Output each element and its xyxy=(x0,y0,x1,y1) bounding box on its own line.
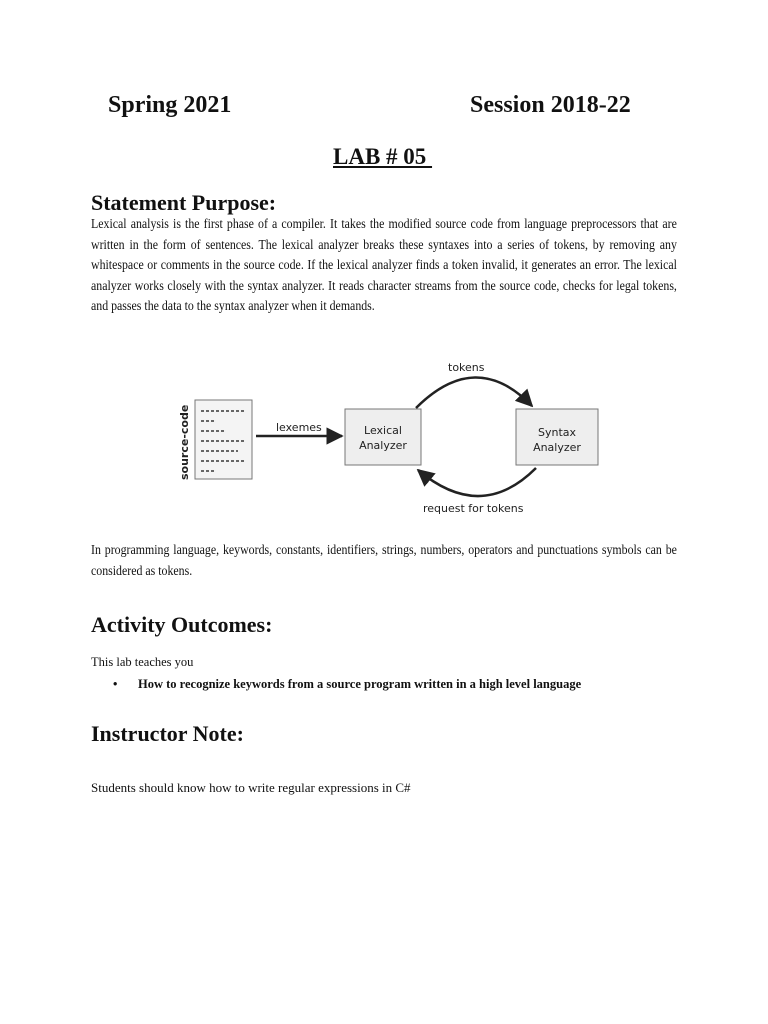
lab-title: LAB # 05 xyxy=(333,144,433,169)
lexer-diagram xyxy=(176,358,606,520)
request-arrow xyxy=(418,468,536,496)
bullet-icon: • xyxy=(113,677,118,691)
statement-paragraph: Lexical analysis is the first phase of a compiler. It takes the modified source code from language preprocessors that are written in the form of sentences. The lexical analyzer breaks these syntaxes into a series of tokens, by removing any whitespace or comments in the source code. If the lexical analyzer finds a token invalid, it generates an error. The lexical analyzer works closely with the syntax analyzer. It reads character streams from the source code, checks for legal tokens, and passes the data to the syntax analyzer when it demands. xyxy=(91,216,677,314)
instructor-heading: Instructor Note: xyxy=(91,721,244,746)
source-code-document xyxy=(195,400,252,479)
syntax-box-line1: Syntax xyxy=(537,426,577,439)
activity-list xyxy=(91,675,581,693)
tokens-label: tokens xyxy=(448,361,485,374)
instructor-note: Students should know how to write regular expressions in C# xyxy=(91,780,411,795)
lexical-box-line2: Analyzer xyxy=(359,439,407,452)
header-term: Spring 2021 xyxy=(108,92,232,118)
tokens-paragraph: In programming language, keywords, constants, identifiers, strings, numbers, operators and punctuations symbols can be considered as tokens. xyxy=(91,542,677,578)
tokens-arrow xyxy=(416,377,532,408)
lexemes-label: lexemes xyxy=(276,421,322,434)
syntax-box-line2: Analyzer xyxy=(533,441,581,454)
lexical-analyzer-box xyxy=(345,409,421,465)
list-item-text: How to recognize keywords from a source program written in a high level language xyxy=(138,677,582,691)
activity-heading: Activity Outcomes: xyxy=(91,612,273,637)
statement-heading: Statement Purpose: xyxy=(91,190,277,215)
activity-intro: This lab teaches you xyxy=(91,655,194,669)
list-item xyxy=(91,675,581,693)
lexical-box-line1: Lexical xyxy=(364,424,402,437)
header-session: Session 2018-22 xyxy=(470,92,631,118)
source-code-label: source-code xyxy=(178,404,191,480)
request-label: request for tokens xyxy=(423,502,524,515)
